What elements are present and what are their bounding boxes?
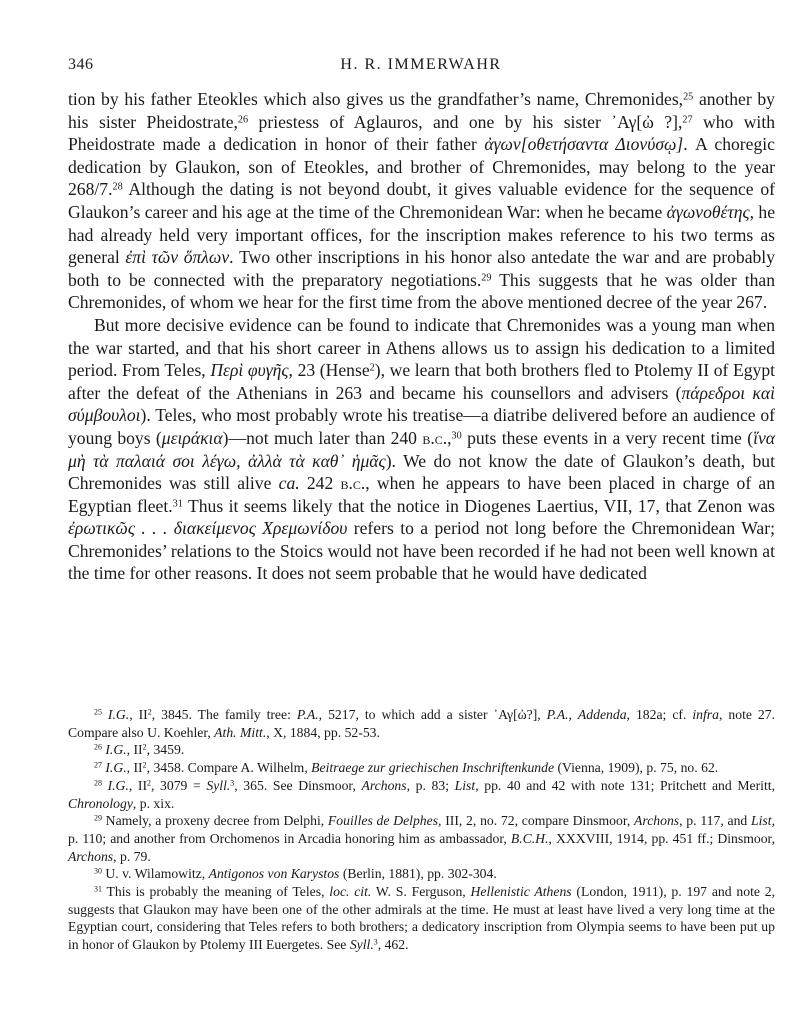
note-ref: 25 [94, 707, 102, 717]
note-ref: 3 [373, 937, 378, 947]
italic-text: Archons [68, 848, 114, 864]
footnotes [68, 706, 775, 954]
note-ref: 2 [142, 743, 147, 753]
italic-text: ἐπὶ τῶν ὅπλων [125, 247, 230, 268]
footnote-27: $^{27}$ I.G., $II^2$, 3458. Compare A. Wilhelm, Beitraege zur griechischen Inschriftenkunde (Vienna, 1909), p. 75, no. 62. [94, 760, 719, 776]
italic-text: P.A. [296, 707, 319, 722]
italic-text: Addenda [577, 707, 627, 722]
note-ref: 26 [94, 743, 102, 753]
italic-text: Syll. [349, 937, 374, 953]
note-ref: 31 [94, 884, 102, 894]
small-caps-text: b.c. [340, 473, 366, 494]
italic-text: I.G. [105, 742, 127, 758]
footnote-30: $^{30}$ U. v. Wilamowitz, Antigonos von Karystos (Berlin, 1881), pp. 302-304. [94, 866, 497, 882]
note-ref: 2 [147, 707, 152, 717]
note-ref: 31 [172, 498, 183, 510]
italic-text: List [454, 777, 476, 793]
italic-text: B.C.H. [510, 830, 549, 846]
footnote-26: $^{26}$ I.G., $II^2$, 3459. [94, 742, 185, 758]
note-ref: 28 [112, 181, 123, 193]
italic-text: ἀγωνοθέτης [666, 201, 750, 222]
italic-text: List [751, 813, 772, 829]
note-ref: 3 [230, 778, 235, 788]
footnote-31: $^{31}$ This is probably the meaning of Teles, loc. cit. W. S. Ferguson, Hellenistic Athens (London, 1911), p. 197 and note 2, suggests that Glaukon may have been one of the other admirals at the time. He must at least have lived a very long time at the Egyptian court, considering that Teles refers to both brothers; a dedicatory inscription from Olympia seems to have been put up in honor of Glaukon by Ptolemy III Euergetes. See Syll.$^3$, 462. [68, 884, 776, 953]
italic-text: loc. cit. [329, 884, 372, 900]
italic-text: Ath. Mitt. [214, 724, 267, 740]
italic-text: Archons [361, 777, 407, 793]
footnote-29: $^{29}$ Namely, a proxeny decree from Delphi, Fouilles de Delphes, III, 2, no. 72, compare Dinsmoor, Archons, p. 117, and List, p. 110; and another from Orchomenos in Arcadia honoring him as ambassador, B.C.H., XXXVIII, 1914, pp. 451 ff.; Dinsmoor, Archons, p. 79. [68, 813, 775, 864]
italic-text: μειράκια [161, 427, 223, 448]
italic-text: ca. [278, 473, 300, 494]
italic-text: Antigonos von Karystos [208, 866, 340, 882]
footnote-25: $^{25}$ I.G., $II^2$, 3845. The family tree: P.A., 5217, to which add a sister ᾽Αγ[ὠ?], P.A., Addenda, 182a; cf. infra, note 27. Compare also U. Koehler, Ath. Mitt., X, 1884, pp. 52-53. [68, 707, 776, 740]
italic-text: Beitraege zur griechischen Inschriftenkunde [311, 760, 555, 776]
italic-text: P.A. [546, 707, 569, 722]
italic-text: Fouilles de Delphes [327, 813, 439, 829]
note-ref: 26 [237, 113, 249, 125]
note-ref: 28 [94, 778, 102, 788]
body-paragraph-1: tion by his father Eteokles which also gives us the grandfather’s name, Chremonides,$^{25}$ another by his sister Pheidostrate,$^{26}$ priestess of Aglauros, and one by his sister ᾽Αγ[ὠ ?],$^{27}$ who with Pheidostrate made a dedication in honor of their father ἀγων[οθετήσαντα Διονύσῳ]. A choregic dedication by Glaukon, son of Eteokles, and brother of Chremonides, may belong to the year 268/7.28 Although the dating is not beyond doubt, it gives valuable evidence for the sequence of Glaukon’s career and his age at the time of the Chremonidean War: when he became ἀγωνοθέτης, he had already held very important offices, for the inscription makes reference to his two terms as general ἐπὶ τῶν ὅπλων. Two other inscriptions in his honor also antedate the war and are probably both to be connected with the preparatory negotiations.$^{29}$ This suggests that he was older than Chremonides, of whom we hear for the first time from the above mentioned decree of the year 267. [68, 89, 776, 313]
italic-text: πάρεδροι καὶ σύμβουλοι [68, 382, 776, 426]
italic-text: Chronology [68, 795, 133, 811]
italic-text: Syll. [206, 777, 231, 793]
note-ref: 30 [451, 430, 462, 442]
italic-text: I.G. [105, 760, 127, 776]
italic-text: ἀγων[οθετήσαντα Διονύσῳ] [484, 134, 684, 155]
note-ref: 2 [369, 362, 375, 374]
italic-text: Περὶ φυγῆς [210, 360, 289, 381]
page-number: 346 [68, 56, 94, 73]
running-head: H. R. IMMERWAHR [340, 56, 502, 73]
italic-text: Hellenistic Athens [470, 884, 572, 900]
note-ref: 27 [94, 760, 102, 770]
note-ref: 29 [94, 813, 102, 823]
small-caps-text: b.c. [422, 427, 448, 448]
italic-text: infra [692, 707, 719, 722]
italic-text: I.G. [107, 707, 130, 722]
note-ref: 30 [94, 866, 102, 876]
italic-text: ἵνα μὴ τὰ παλαιά σοι λέγω, ἀλλὰ τὰ καθ᾽ ἡμᾶς [68, 427, 775, 471]
note-ref: 29 [481, 272, 492, 284]
note-ref: 2 [147, 778, 151, 788]
note-ref: 2 [142, 760, 147, 770]
italic-text: Archons [634, 813, 680, 829]
italic-text: ἐρωτικῶς . . . διακείμενος Χρεμωνίδου [68, 518, 348, 539]
italic-text: I.G. [107, 777, 129, 793]
body-paragraph-2: But more decisive evidence can be found to indicate that Chremonides was a young man when the war started, and that his short career in Athens allows us to assign his dedication to a limited period. From Teles, Περὶ φυγῆς, 23 (Hense$^2$), we learn that both brothers fled to Ptolemy II of Egypt after the defeat of the Athenians in 263 and became his counsellors and advisers (πάρεδροι καὶ σύμβουλοι). Teles, who most probably wrote his treatise—a diatribe delivered before an audience of young boys (μειράκια)—not much later than 240 b.c.,$^{30}$ puts these events in a very recent time (ἵνα μὴ τὰ παλαιά σοι λέγω, ἀλλὰ τὰ καθ᾽ ἡμᾶς). We do not know the date of Glaukon’s death, but Chremonides was still alive ca. 242 b.c., when he appears to have been placed in charge of an Egyptian fleet.$^{31}$ Thus it seems likely that the notice in Diogenes Laertius, VII, 17, that Zenon was ἐρωτικῶς . . . διακείμενος Χρεμωνίδου refers to a period not long before the Chremonidean War; Chremonides’ relations to the Stoics would not have been recorded if he had not been well known at the time for other reasons. It does not seem probable that he would have dedicated [68, 314, 776, 584]
page-header [68, 56, 774, 82]
note-ref: 27 [682, 113, 693, 125]
note-ref: 25 [683, 91, 694, 103]
main-text [68, 88, 775, 585]
footnote-28: $^{28}$ I.G., $II^2$, 3079 = Syll.$^3$, 365. See Dinsmoor, Archons, p. 83; List, pp. 40 and 42 with note 131; Pritchett and Meritt, Chronology, p. xix. [68, 777, 775, 811]
